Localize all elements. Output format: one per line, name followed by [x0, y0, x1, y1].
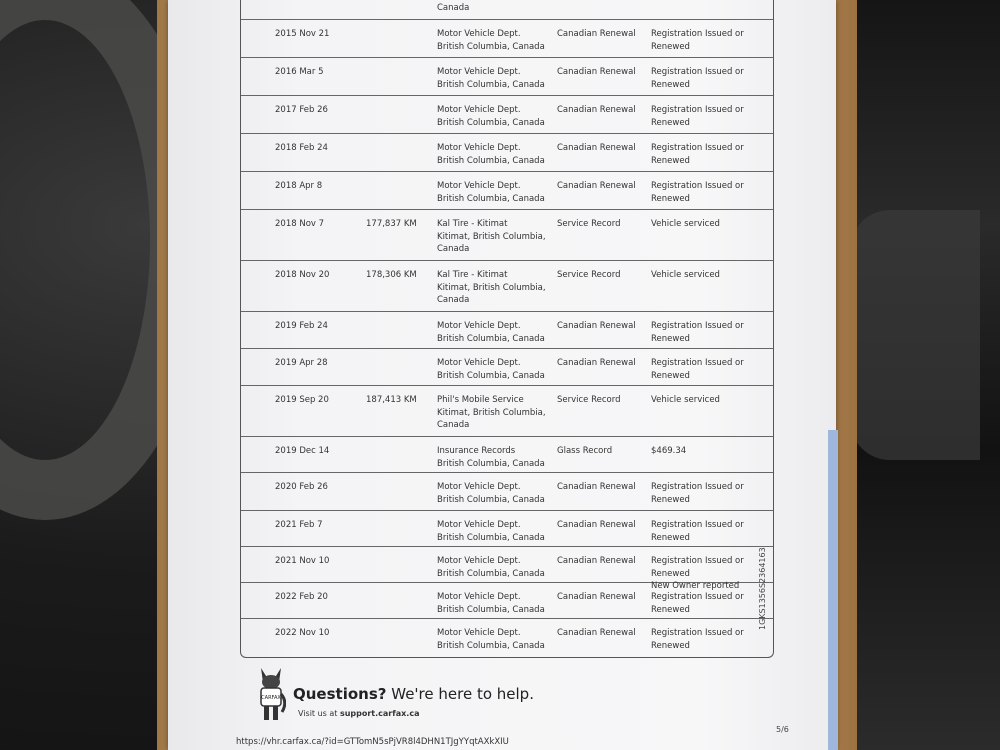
- visit-us-text: [298, 709, 419, 718]
- table-row: [241, 210, 773, 261]
- table-row-fragment: [241, 0, 773, 20]
- row-source: Motor Vehicle Dept. British Columbia, Canada: [437, 482, 545, 505]
- row-details: Vehicle serviced: [651, 395, 720, 405]
- row-details: Registration Issued or Renewed: [651, 105, 744, 128]
- row-date: 2021 Nov 10: [275, 556, 330, 566]
- table-row: [241, 20, 773, 58]
- row-source: Motor Vehicle Dept. British Columbia, Canada: [437, 520, 545, 543]
- row-date: 2018 Nov 7: [275, 219, 325, 229]
- support-link[interactable]: support.carfax.ca: [339, 709, 420, 718]
- carfax-fox-logo: [256, 664, 286, 724]
- row-details: Registration Issued or Renewed: [651, 143, 744, 166]
- row-odometer: 177,837 KM: [366, 219, 417, 229]
- page-number: 5/6: [776, 725, 789, 734]
- row-source: Motor Vehicle Dept. British Columbia, Canada: [437, 556, 545, 579]
- row-record-type: Canadian Renewal: [557, 105, 636, 115]
- row-date: 2016 Mar 5: [275, 67, 324, 77]
- questions-heading: [293, 685, 534, 703]
- row-date: 2015 Nov 21: [275, 29, 330, 39]
- row-details: Registration Issued or Renewed: [651, 321, 744, 344]
- svg-text:CARFAX: CARFAX: [261, 695, 281, 701]
- row-date: 2017 Feb 26: [275, 105, 328, 115]
- table-row: [241, 312, 773, 349]
- carfax-report-page: [168, 0, 836, 750]
- row-date: 2018 Nov 20: [275, 270, 330, 280]
- row-source: Motor Vehicle Dept. British Columbia, Canada: [437, 105, 545, 128]
- row-record-type: Glass Record: [557, 446, 613, 456]
- table-row: [241, 619, 773, 657]
- row-source: Motor Vehicle Dept. British Columbia, Canada: [437, 592, 545, 615]
- row-date: 2019 Feb 24: [275, 321, 328, 331]
- row-odometer: 178,306 KM: [366, 270, 417, 280]
- row-date: 2022 Nov 10: [275, 628, 330, 638]
- table-row: [241, 58, 773, 96]
- row-source: Kal Tire - Kitimat Kitimat, British Columbia, Canada: [437, 219, 546, 254]
- row-details: Vehicle serviced: [651, 219, 720, 229]
- questions-bold: Questions?: [293, 685, 387, 703]
- row-source: Motor Vehicle Dept. British Columbia, Canada: [437, 628, 545, 651]
- row-date: 2018 Apr 8: [275, 181, 323, 191]
- vehicle-history-table: [240, 0, 774, 658]
- row-details: Registration Issued or Renewed: [651, 520, 744, 543]
- row-source: Motor Vehicle Dept. British Columbia, Canada: [437, 67, 545, 90]
- row-record-type: Canadian Renewal: [557, 181, 636, 191]
- row-source: Motor Vehicle Dept. British Columbia, Canada: [437, 143, 545, 166]
- table-row: [241, 172, 773, 210]
- row-details: Registration Issued or Renewed New Owner reported: [651, 556, 744, 591]
- row-record-type: Canadian Renewal: [557, 482, 636, 492]
- table-row: [241, 261, 773, 312]
- row-details: Vehicle serviced: [651, 270, 720, 280]
- row-record-type: Canadian Renewal: [557, 556, 636, 566]
- table-row: [241, 349, 773, 386]
- row-record-type: Service Record: [557, 395, 621, 405]
- row-details: Registration Issued or Renewed: [651, 181, 744, 204]
- row-record-type: Canadian Renewal: [557, 321, 636, 331]
- visit-prefix: Visit us at: [298, 709, 340, 718]
- row-record-type: Canadian Renewal: [557, 29, 636, 39]
- row-details: Registration Issued or Renewed: [651, 482, 744, 505]
- row-source: Phil's Mobile Service Kitimat, British Columbia, Canada: [437, 395, 546, 430]
- row-details: Registration Issued or Renewed: [651, 592, 744, 615]
- row-record-type: Canadian Renewal: [557, 592, 636, 602]
- vin-vertical-text: 1GKS1356S2364163: [758, 547, 767, 630]
- row-source: Kal Tire - Kitimat Kitimat, British Columbia, Canada: [437, 270, 546, 305]
- fragment-text: Canada: [437, 3, 470, 13]
- row-record-type: Canadian Renewal: [557, 520, 636, 530]
- row-date: 2019 Dec 14: [275, 446, 330, 456]
- row-date: 2020 Feb 26: [275, 482, 328, 492]
- table-row: [241, 473, 773, 511]
- row-record-type: Canadian Renewal: [557, 358, 636, 368]
- row-details: Registration Issued or Renewed: [651, 628, 744, 651]
- table-row: [241, 386, 773, 437]
- report-url[interactable]: https://vhr.carfax.ca/?id=GTTomN5sPjVR8l4DHN1TJgYYqtAXkXIU: [236, 737, 509, 747]
- row-source: Insurance Records British Columbia, Canada: [437, 446, 545, 469]
- row-record-type: Service Record: [557, 219, 621, 229]
- table-row: [241, 96, 773, 134]
- row-date: 2019 Apr 28: [275, 358, 328, 368]
- row-date: 2021 Feb 7: [275, 520, 323, 530]
- row-details: Registration Issued or Renewed: [651, 358, 744, 381]
- row-odometer: 187,413 KM: [366, 395, 417, 405]
- row-date: 2022 Feb 20: [275, 592, 328, 602]
- row-details: Registration Issued or Renewed: [651, 29, 744, 52]
- table-row: [241, 134, 773, 172]
- row-source: Motor Vehicle Dept. British Columbia, Canada: [437, 29, 545, 52]
- row-record-type: Canadian Renewal: [557, 143, 636, 153]
- row-record-type: Service Record: [557, 270, 621, 280]
- row-record-type: Canadian Renewal: [557, 67, 636, 77]
- paper-blue-edge: [828, 430, 838, 750]
- row-date: 2018 Feb 24: [275, 143, 328, 153]
- questions-rest: We're here to help.: [386, 685, 534, 703]
- table-row: [241, 511, 773, 547]
- row-source: Motor Vehicle Dept. British Columbia, Canada: [437, 358, 545, 381]
- row-date: 2019 Sep 20: [275, 395, 329, 405]
- row-details: $469.34: [651, 446, 687, 456]
- row-source: Motor Vehicle Dept. British Columbia, Canada: [437, 321, 545, 344]
- table-row: [241, 583, 773, 619]
- row-details: Registration Issued or Renewed: [651, 67, 744, 90]
- row-record-type: Canadian Renewal: [557, 628, 636, 638]
- table-row: [241, 437, 773, 473]
- row-source: Motor Vehicle Dept. British Columbia, Canada: [437, 181, 545, 204]
- car-seat-background: [850, 210, 980, 460]
